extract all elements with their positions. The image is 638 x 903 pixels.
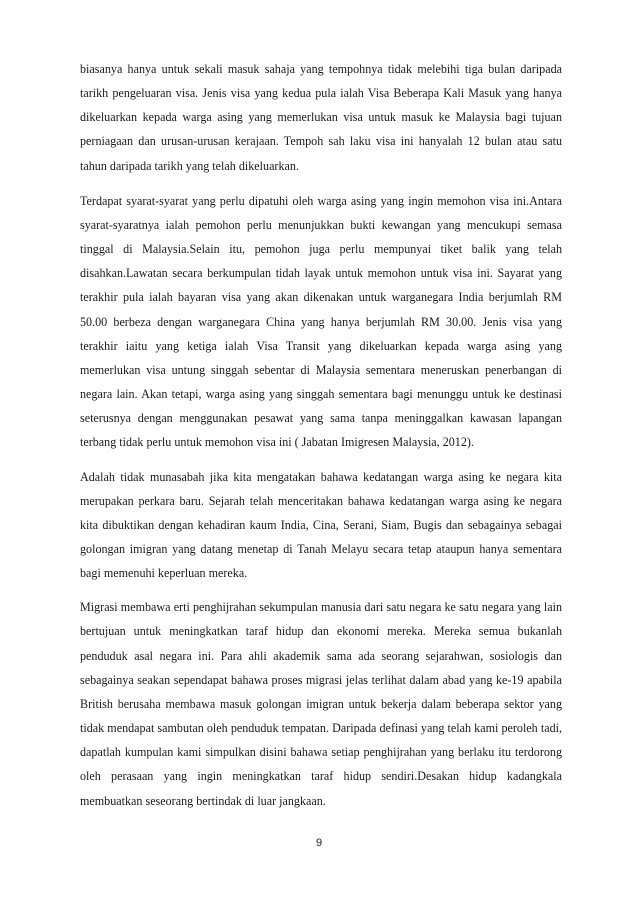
paragraph-migration-definition: Migrasi membawa erti penghijrahan sekumpulan manusia dari satu negara ke satu negara yang lain bertujuan untuk meningkatkan taraf hidup dan ekonomi mereka. Mereka semua bukanlah penduduk asal negara ini. Para ahli akademik sama ada seorang sejarahwan, sosiologis dan sebagainya seakan sependapat bahawa proses migrasi jelas terlihat dalam abad yang ke-19 apabila British berusaha membawa masuk golongan imigran untuk bekerja dalam beberapa sektor yang tidak mendapat sambutan oleh penduduk tempatan. Daripada definasi yang telah kami peroleh tadi, dapatlah kumpulan kami simpulkan disini bahawa setiap penghijrahan yang berlaku itu terdorong oleh perasaan yang ingin meningkatkan taraf hidup sendiri.Desakan hidup kadangkala membuatkan seseorang bertindak di luar jangkaan. xyxy=(80,600,562,808)
document-page xyxy=(80,57,562,823)
paragraph-visa-requirements: Terdapat syarat-syarat yang perlu dipatuhi oleh warga asing yang ingin memohon visa ini.Antara syarat-syaratnya ialah pemohon perlu menunjukkan bukti kewangan yang mencukupi semasa tinggal di Malaysia.Selain itu, pemohon juga perlu mempunyai tiket balik yang telah disahkan.Lawatan secara berkumpulan tidah layak untuk memohon untuk visa ini. Sayarat yang terakhir pula ialah bayaran visa yang akan dikenakan untuk warganegara India berjumlah RM 50.00 berbeza dengan warganegara China yang hanya berjumlah RM 30.00. Jenis visa yang terakhir iaitu yang ketiga ialah Visa Transit yang dikeluarkan kepada warga asing yang memerlukan visa untung singgah sebentar di Malaysia sementara meneruskan penerbangan di negara lain. Akan tetapi, warga asing yang singgah sementara bagi menunggu untuk ke destinasi seterusnya dengan menggunakan pesawat yang sama tanpa meninggalkan kawasan lapangan terbang tidak perlu untuk memohon visa ini ( Jabatan Imigresen Malaysia, 2012). xyxy=(80,193,562,450)
paragraph-foreign-arrivals-history: Adalah tidak munasabah jika kita mengatakan bahawa kedatangan warga asing ke negara kita merupakan perkara baru. Sejarah telah menceritakan bahawa kedatangan warga asing ke negara kita dibuktikan dengan kehadiran kaum India, Cina, Serani, Siam, Bugis dan sebagainya sebagai golongan imigran yang datang menetap di Tanah Melayu secara tetap ataupun hanya sementara bagi memenuhi keperluan mereka. xyxy=(80,469,562,581)
page-number: 9 xyxy=(315,837,323,849)
paragraph-visa-types: biasanya hanya untuk sekali masuk sahaja yang tempohnya tidak melebihi tiga bulan daripada tarikh pengeluaran visa. Jenis visa yang kedua pula ialah Visa Beberapa Kali Masuk yang hanya dikeluarkan kepada warga asing yang memerlukan visa untuk masuk ke Malaysia bagi tujuan perniagaan dan urusan-urusan kerajaan. Tempoh sah laku visa ini hanyalah 12 bulan atau satu tahun daripada tarikh yang telah dikeluarkan. xyxy=(80,62,562,173)
